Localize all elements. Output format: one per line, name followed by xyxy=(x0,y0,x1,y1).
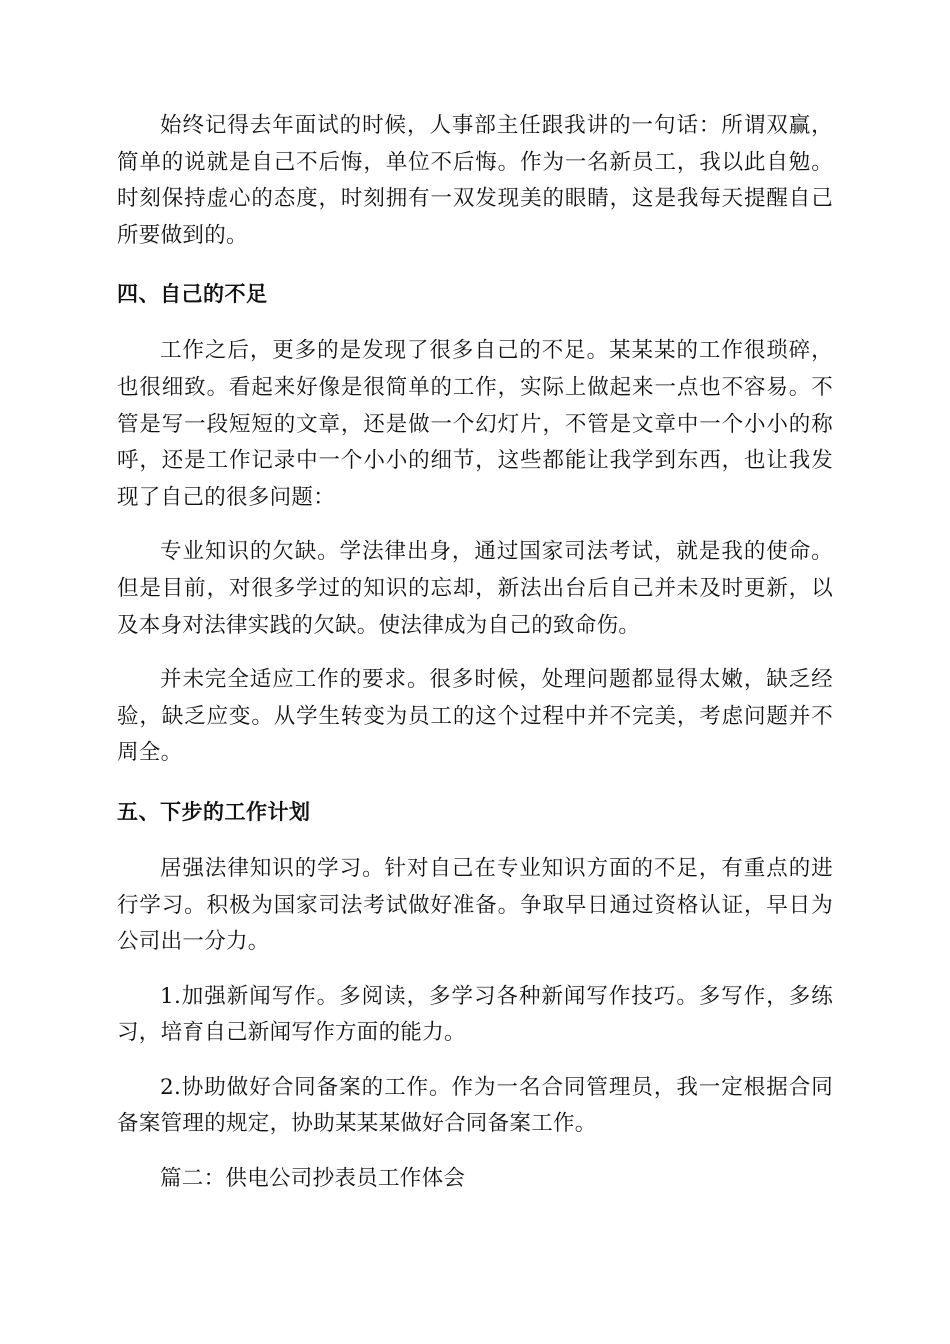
paragraph-item-contract-filing: 2.协助做好合同备案的工作。作为一名合同管理员，我一定根据合同备案管理的规定，协助某某某做好合同备案工作。 xyxy=(117,1074,833,1137)
paragraph-study-plan: 居强法律知识的学习。针对自己在专业知识方面的不足，有重点的进行学习。积极为国家司法考试做好准备。争取早日通过资格认证，早日为公司出一分力。 xyxy=(117,855,833,955)
paragraph-intro: 始终记得去年面试的时候，人事部主任跟我讲的一句话：所谓双赢，简单的说就是自己不后悔，单位不后悔。作为一名新员工，我以此自勉。时刻保持虚心的态度，时刻拥有一双发现美的眼睛，这是我每天提醒自己所要做到的。 xyxy=(117,113,833,248)
paragraph-shortcomings-intro: 工作之后，更多的是发现了很多自己的不足。某某某的工作很琐碎，也很细致。看起来好像是很简单的工作，实际上做起来一点也不容易。不管是写一段短短的文章，还是做一个幻灯片，不管是文章中一个小小的称呼，还是工作记录中一个小小的细节，这些都能让我学到东西，也让我发现了自己的很多问题： xyxy=(117,338,833,510)
part-two-title: 篇二：供电公司抄表员工作体会 xyxy=(160,1166,466,1192)
paragraph-item-news-writing: 1.加强新闻写作。多阅读，多学习各种新闻写作技巧。多写作，多练习，培育自己新闻写作方面的能力。 xyxy=(117,983,833,1046)
paragraph-knowledge-gap: 专业知识的欠缺。学法律出身，通过国家司法考试，就是我的使命。但是目前，对很多学过的知识的忘却，新法出台后自己并未及时更新，以及本身对法律实践的欠缺。使法律成为自己的致命伤。 xyxy=(117,539,833,638)
paragraph-adaptation: 并未完全适应工作的要求。很多时候，处理问题都显得太嫩，缺乏经验，缺乏应变。从学生转变为员工的这个过程中并不完美，考虑问题并不周全。 xyxy=(117,667,833,766)
section-heading-work-plan: 五、下步的工作计划 xyxy=(117,799,311,824)
document-page xyxy=(117,108,833,1198)
section-heading-shortcomings: 四、自己的不足 xyxy=(117,282,268,307)
